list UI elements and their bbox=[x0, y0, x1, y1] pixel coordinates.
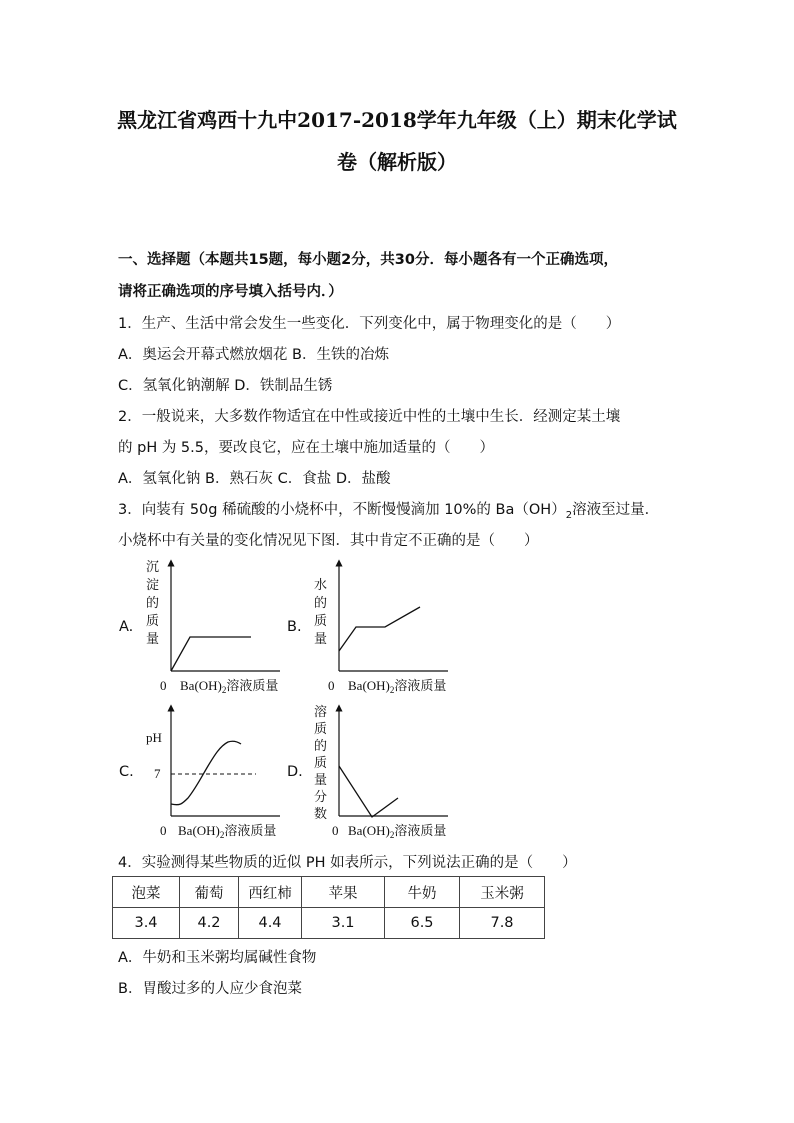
graph-b-xlabel-sub: 2 bbox=[389, 685, 395, 695]
graph-c-origin: 0 bbox=[160, 823, 167, 838]
question-4-stem: 4．实验测得某些物质的近似 PH 如表所示，下列说法正确的是（ ） bbox=[118, 855, 577, 871]
graph-b bbox=[308, 555, 458, 700]
graph-a-xlabel-b: 溶液质量 bbox=[226, 679, 279, 694]
graph-a-ylabel-1: 沉 bbox=[146, 560, 160, 575]
graph-b-xlabel bbox=[348, 678, 446, 695]
graph-b-origin: 0 bbox=[328, 678, 335, 693]
graph-a-curve bbox=[171, 637, 251, 671]
ph-table-header-cell: 泡菜 bbox=[113, 877, 180, 908]
ph-table-value-cell: 4.4 bbox=[239, 908, 302, 939]
question-2-stem-line-2: 的 pH 为 5.5，要改良它，应在土壤中施加适量的（ ） bbox=[118, 440, 494, 456]
ph-table-value-row bbox=[113, 908, 545, 939]
graph-a-ylabel-5: 量 bbox=[146, 632, 160, 647]
graph-a-xlabel-a: Ba(OH) bbox=[180, 678, 222, 693]
graph-b-ylabel-4: 量 bbox=[314, 632, 328, 647]
ph-table-header-cell: 苹果 bbox=[302, 877, 385, 908]
ph-table-value-cell: 3.4 bbox=[113, 908, 180, 939]
question-2-stem-line-1: 2．一般说来，大多数作物适宜在中性或接近中性的土壤中生长．经测定某土壤 bbox=[118, 409, 621, 425]
graph-d-curve bbox=[339, 766, 398, 817]
ph-table-header-cell: 西红柿 bbox=[239, 877, 302, 908]
graph-c-label: C. bbox=[119, 764, 134, 780]
graph-c-xlabel-a: Ba(OH) bbox=[178, 823, 220, 838]
graph-c-curve bbox=[171, 741, 241, 805]
graph-c-xlabel-b: 溶液质量 bbox=[224, 824, 277, 839]
question-4-option-b: B．胃酸过多的人应少食泡菜 bbox=[118, 981, 302, 997]
graph-a-ylabel-2: 淀 bbox=[146, 578, 160, 593]
question-3-stem-text-a: 3．向装有 50g 稀硫酸的小烧杯中，不断慢慢滴加 10%的 Ba（OH） bbox=[118, 502, 566, 518]
graph-b-ylabel-2: 的 bbox=[314, 596, 328, 611]
question-4-option-a: A．牛奶和玉米粥均属碱性食物 bbox=[118, 950, 317, 966]
ph-table-header-cell: 牛奶 bbox=[385, 877, 460, 908]
graph-c bbox=[140, 700, 290, 845]
graph-b-ylabel-1: 水 bbox=[314, 578, 328, 593]
graph-c-xlabel-sub: 2 bbox=[219, 830, 225, 840]
graph-a-label: A. bbox=[119, 619, 134, 635]
graph-d-xlabel bbox=[348, 823, 446, 840]
graph-d-xlabel-sub: 2 bbox=[389, 830, 395, 840]
ph-table-header-cell: 玉米粥 bbox=[460, 877, 545, 908]
graph-a-ylabel-4: 质 bbox=[146, 614, 160, 629]
ph-table-value-cell: 3.1 bbox=[302, 908, 385, 939]
graph-b-label: B. bbox=[287, 619, 302, 635]
question-1-stem: 1．生产、生活中常会发生一些变化．下列变化中，属于物理变化的是（ ） bbox=[118, 316, 621, 332]
graph-d-xlabel-a: Ba(OH) bbox=[348, 823, 390, 838]
graph-d-ylabel-6: 分 bbox=[314, 790, 328, 805]
graph-b-ylabel-3: 质 bbox=[314, 614, 328, 629]
graph-d bbox=[308, 700, 458, 845]
question-3-stem-text-b: 溶液至过量． bbox=[572, 502, 660, 518]
section-instructions-line-1: 一、选择题（本题共15题，每小题2分，共30分．每小题各有一个正确选项， bbox=[118, 252, 618, 268]
graph-a-xlabel bbox=[180, 678, 278, 695]
graph-b-xlabel-a: Ba(OH) bbox=[348, 678, 390, 693]
graph-b-xlabel-b: 溶液质量 bbox=[394, 679, 447, 694]
graph-d-label: D. bbox=[287, 764, 303, 780]
ph-table-value-cell: 7.8 bbox=[460, 908, 545, 939]
ph-table-header-row bbox=[113, 877, 545, 908]
graph-d-ylabel-2: 质 bbox=[314, 722, 328, 737]
graph-d-xlabel-b: 溶液质量 bbox=[394, 824, 447, 839]
graph-a-xlabel-sub: 2 bbox=[221, 685, 227, 695]
question-1-options-line-1: A．奥运会开幕式燃放烟花 B．生铁的冶炼 bbox=[118, 347, 389, 363]
question-3-stem-line-1 bbox=[118, 498, 659, 519]
ph-table-header-cell: 葡萄 bbox=[180, 877, 239, 908]
paper-title-line-1: 黑龙江省鸡西十九中2017-2018学年九年级（上）期末化学试 bbox=[117, 108, 677, 132]
graph-c-ref-value: 7 bbox=[154, 766, 161, 781]
question-3-stem-subscript: 2 bbox=[565, 510, 573, 521]
paper-title-line-2: 卷（解析版） bbox=[337, 150, 457, 174]
graph-d-ylabel-1: 溶 bbox=[314, 705, 328, 720]
question-3-stem-line-2: 小烧杯中有关量的变化情况见下图．其中肯定不正确的是（ ） bbox=[118, 533, 539, 549]
graph-d-ylabel-7: 数 bbox=[314, 807, 328, 822]
graph-d-ylabel-4: 质 bbox=[314, 756, 328, 771]
question-1-options-line-2: C．氢氧化钠潮解 D．铁制品生锈 bbox=[118, 378, 333, 394]
section-instructions-line-2: 请将正确选项的序号填入括号内．） bbox=[118, 284, 343, 300]
graph-a bbox=[140, 555, 290, 700]
graph-d-ylabel-3: 的 bbox=[314, 739, 328, 754]
graph-c-ylabel: pH bbox=[146, 730, 162, 745]
graph-d-origin: 0 bbox=[332, 823, 339, 838]
graph-d-ylabel-5: 量 bbox=[314, 773, 328, 788]
ph-table-value-cell: 4.2 bbox=[180, 908, 239, 939]
ph-table bbox=[112, 876, 545, 939]
graph-a-ylabel-3: 的 bbox=[146, 596, 160, 611]
graph-a-origin: 0 bbox=[160, 678, 167, 693]
ph-table-value-cell: 6.5 bbox=[385, 908, 460, 939]
graph-b-curve bbox=[339, 607, 420, 651]
question-2-options: A．氢氧化钠 B．熟石灰 C．食盐 D．盐酸 bbox=[118, 471, 391, 487]
graph-c-xlabel bbox=[178, 823, 276, 840]
